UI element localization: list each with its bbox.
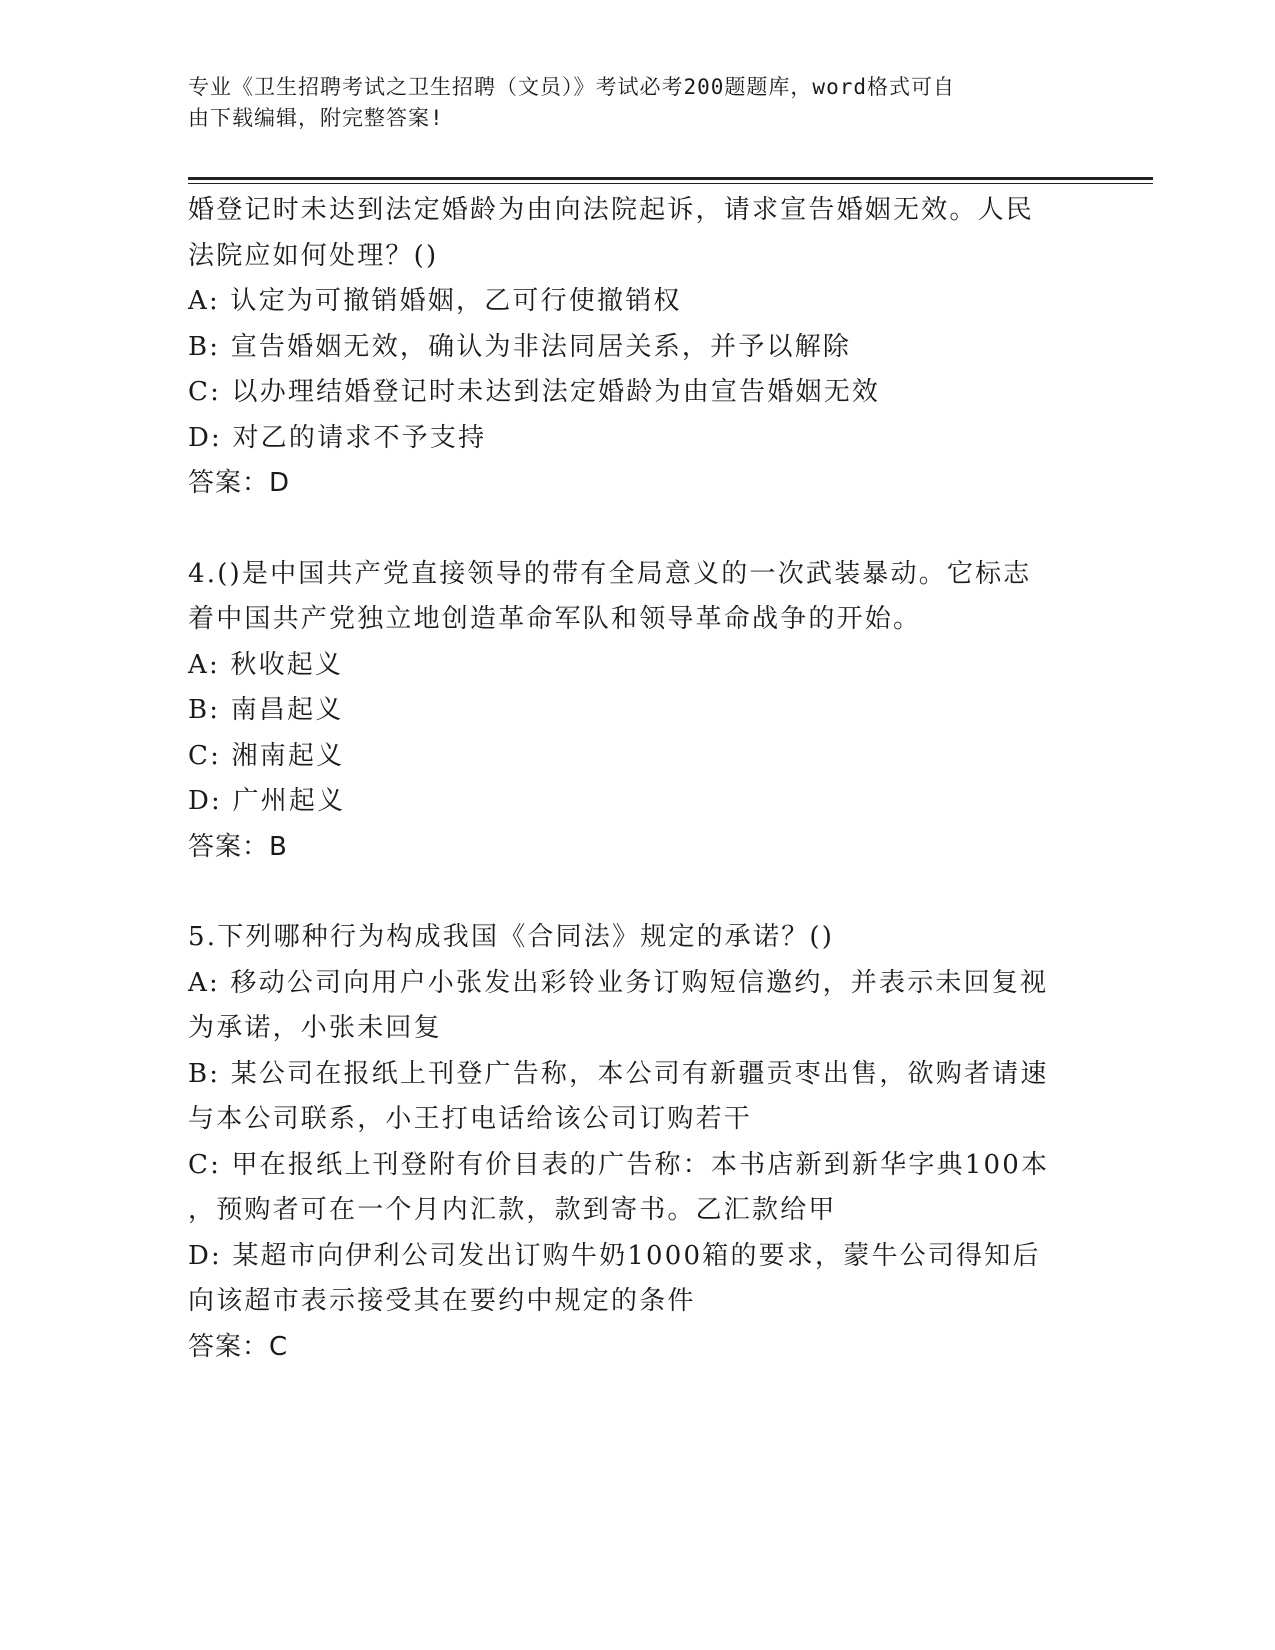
option-d-continued: 向该超市表示接受其在要约中规定的条件 bbox=[188, 1286, 696, 1316]
question-3 bbox=[188, 188, 1088, 507]
option-a: A: 秋收起义 bbox=[188, 649, 344, 680]
header-line-1: 专业《卫生招聘考试之卫生招聘（文员）》考试必考200题题库，word格式可自 bbox=[188, 75, 955, 99]
question-stem-line: 婚登记时未达到法定婚龄为由向法院起诉，请求宣告婚姻无效。人民 bbox=[188, 195, 1035, 225]
question-list bbox=[188, 188, 1088, 1370]
question-4 bbox=[188, 552, 1088, 871]
option-b: B: 宣告婚姻无效，确认为非法同居关系，并予以解除 bbox=[188, 331, 852, 362]
option-c: C: 甲在报纸上刊登附有价目表的广告称：本书店新到新华字典100本 bbox=[188, 1149, 1050, 1180]
option-d: D: 某超市向伊利公司发出订购牛奶1000箱的要求，蒙牛公司得知后 bbox=[188, 1240, 1041, 1271]
answer-label: 答案：B bbox=[188, 831, 288, 862]
header-divider-thin bbox=[188, 183, 1153, 184]
option-a: A: 移动公司向用户小张发出彩铃业务订购短信邀约，并表示未回复视 bbox=[188, 967, 1049, 998]
question-5 bbox=[188, 915, 1088, 1370]
option-a-continued: 为承诺，小张未回复 bbox=[188, 1013, 442, 1043]
option-d: D: 对乙的请求不予支持 bbox=[188, 422, 487, 453]
question-stem-line: 法院应如何处理？() bbox=[188, 240, 439, 271]
option-b: B: 某公司在报纸上刊登广告称，本公司有新疆贡枣出售，欲购者请速 bbox=[188, 1058, 1049, 1089]
spacer bbox=[188, 870, 1088, 915]
option-d: D: 广州起义 bbox=[188, 786, 346, 816]
option-a: A: 认定为可撤销婚姻，乙可行使撤销权 bbox=[188, 286, 682, 316]
option-b: B: 南昌起义 bbox=[188, 695, 344, 725]
option-b-continued: 与本公司联系，小王打电话给该公司订购若干 bbox=[188, 1104, 753, 1134]
option-c-continued: ，预购者可在一个月内汇款，款到寄书。乙汇款给甲 bbox=[188, 1195, 837, 1225]
answer-label: 答案：C bbox=[188, 1331, 289, 1362]
question-stem-line: 着中国共产党独立地创造革命军队和领导革命战争的开始。 bbox=[188, 604, 922, 634]
header-divider-thick bbox=[188, 177, 1153, 180]
document-header bbox=[188, 72, 1088, 134]
option-c: C: 以办理结婚登记时未达到法定婚龄为由宣告婚姻无效 bbox=[188, 377, 881, 407]
answer-label: 答案：D bbox=[188, 468, 291, 498]
question-stem-line: 5.下列哪种行为构成我国《合同法》规定的承诺？() bbox=[188, 922, 835, 952]
spacer bbox=[188, 507, 1088, 552]
option-c: C: 湘南起义 bbox=[188, 740, 345, 771]
question-stem-line: 4.()是中国共产党直接领导的带有全局意义的一次武装暴动。它标志 bbox=[188, 558, 1032, 589]
header-line-2: 由下载编辑，附完整答案! bbox=[188, 106, 444, 130]
